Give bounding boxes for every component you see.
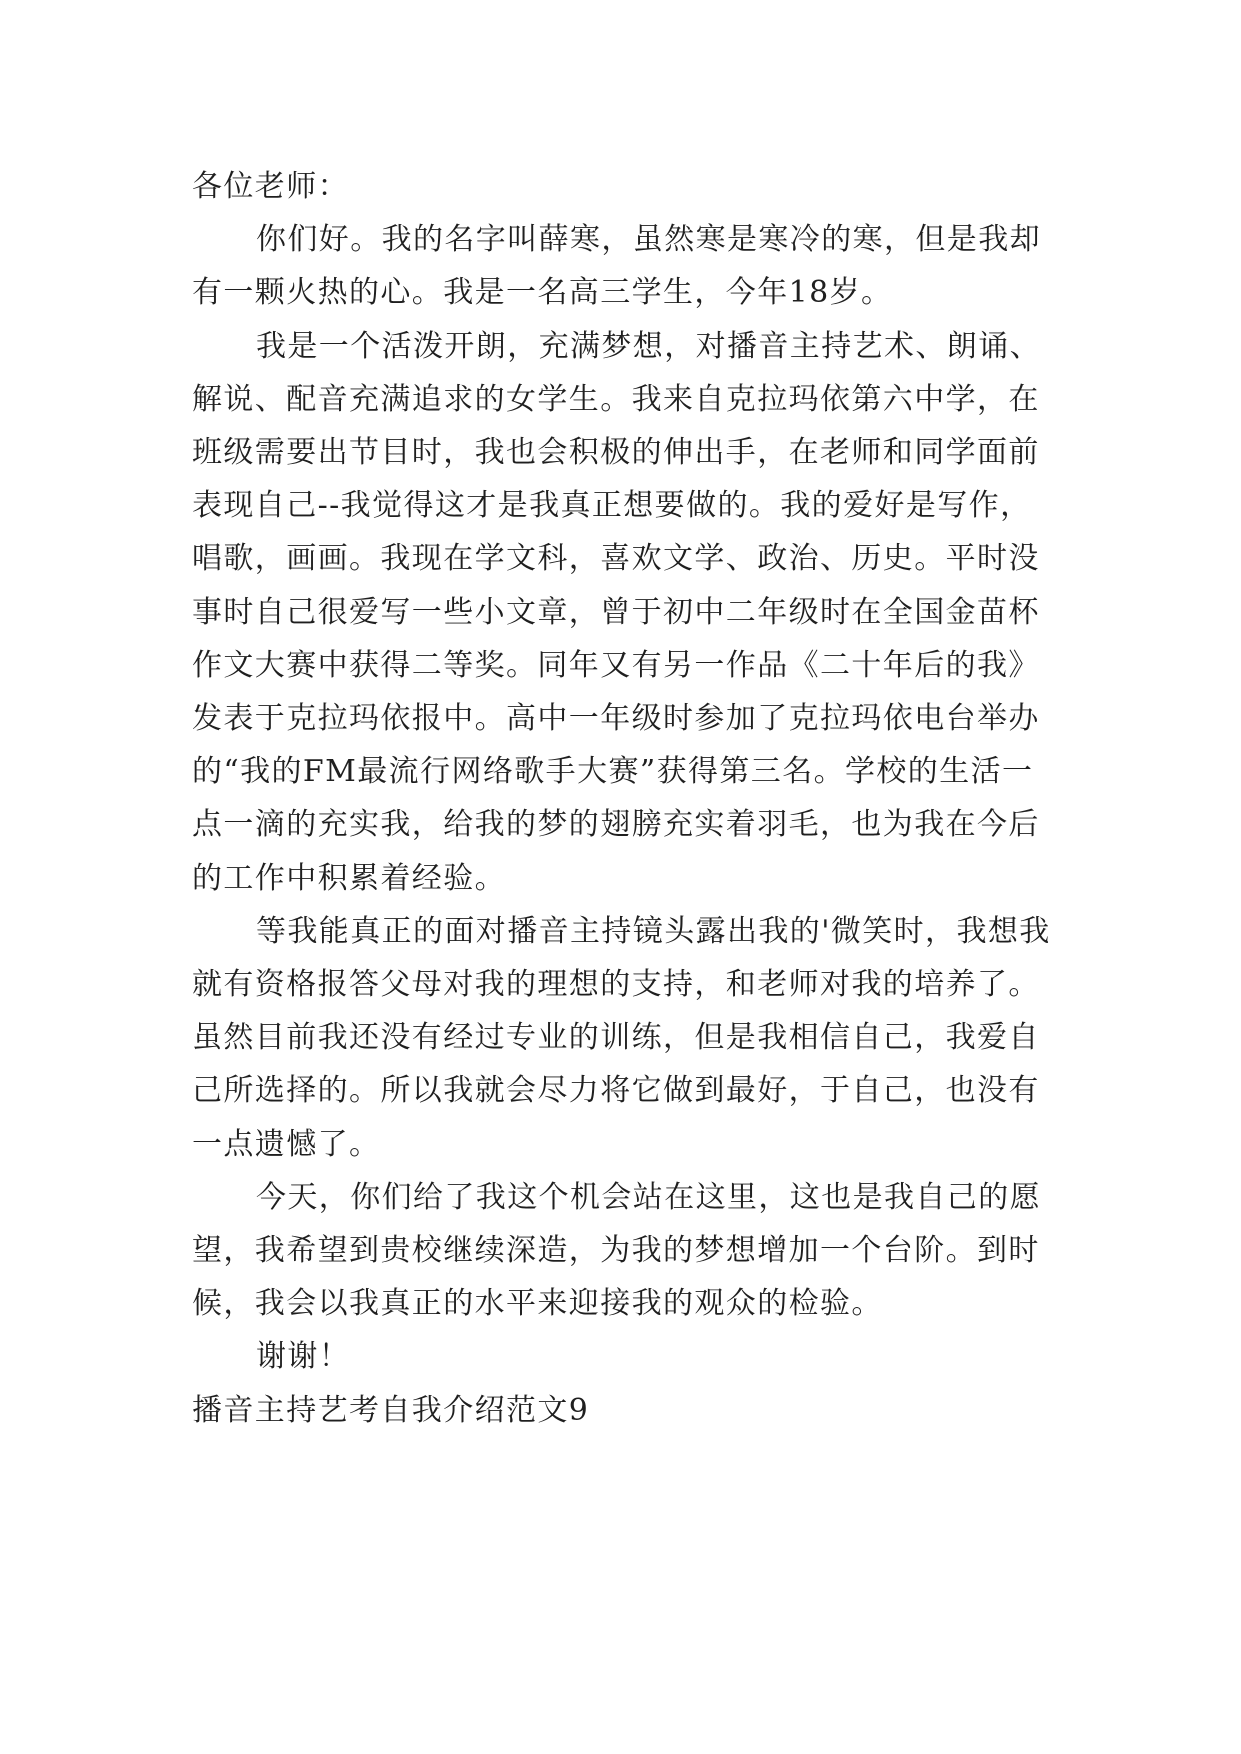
next-section-title: 播音主持艺考自我介绍范文9 <box>192 1392 590 1428</box>
paragraph-wish: 今天，你们给了我这个机会站在这里，这也是我自己的愿望，我希望到贵校继续深造，为我的梦想增加一个台阶。到时候，我会以我真正的水平来迎接我的观众的检验。 <box>192 1179 1041 1322</box>
paragraph-aspiration: 等我能真正的面对播音主持镜头露出我的'微笑时，我想我就有资格报答父母对我的理想的支持，和老师对我的培养了。虽然目前我还没有经过专业的训练，但是我相信自己，我爱自己所选择的。所以我就会尽力将它做到最好，于自己，也没有一点遗憾了。 <box>192 913 1051 1162</box>
paragraph-background: 我是一个活泼开朗，充满梦想，对播音主持艺术、朗诵、解说、配音充满追求的女学生。我来自克拉玛依第六中学，在班级需要出节目时，我也会积极的伸出手，在老师和同学面前表现自己--我觉得这才是我真正想要做的。我的爱好是写作，唱歌，画画。我现在学文科，喜欢文学、政治、历史。平时没事时自己很爱写一些小文章，曾于初中二年级时在全国金苗杯作文大赛中获得二等奖。同年又有另一作品《二十年后的我》发表于克拉玛依报中。高中一年级时参加了克拉玛依电台举办的“我的FM最流行网络歌手大赛”获得第三名。学校的生活一点一滴的充实我，给我的梦的翅膀充实着羽毛，也为我在今后的工作中积累着经验。 <box>192 328 1041 896</box>
greeting-line: 各位老师： <box>192 169 349 204</box>
paragraph-thanks: 谢谢！ <box>256 1339 351 1375</box>
document-body <box>192 160 1062 1437</box>
paragraph-intro: 你们好。我的名字叫薛寒，虽然寒是寒冷的寒，但是我却有一颗火热的心。我是一名高三学生，今年18岁。 <box>192 222 1041 311</box>
